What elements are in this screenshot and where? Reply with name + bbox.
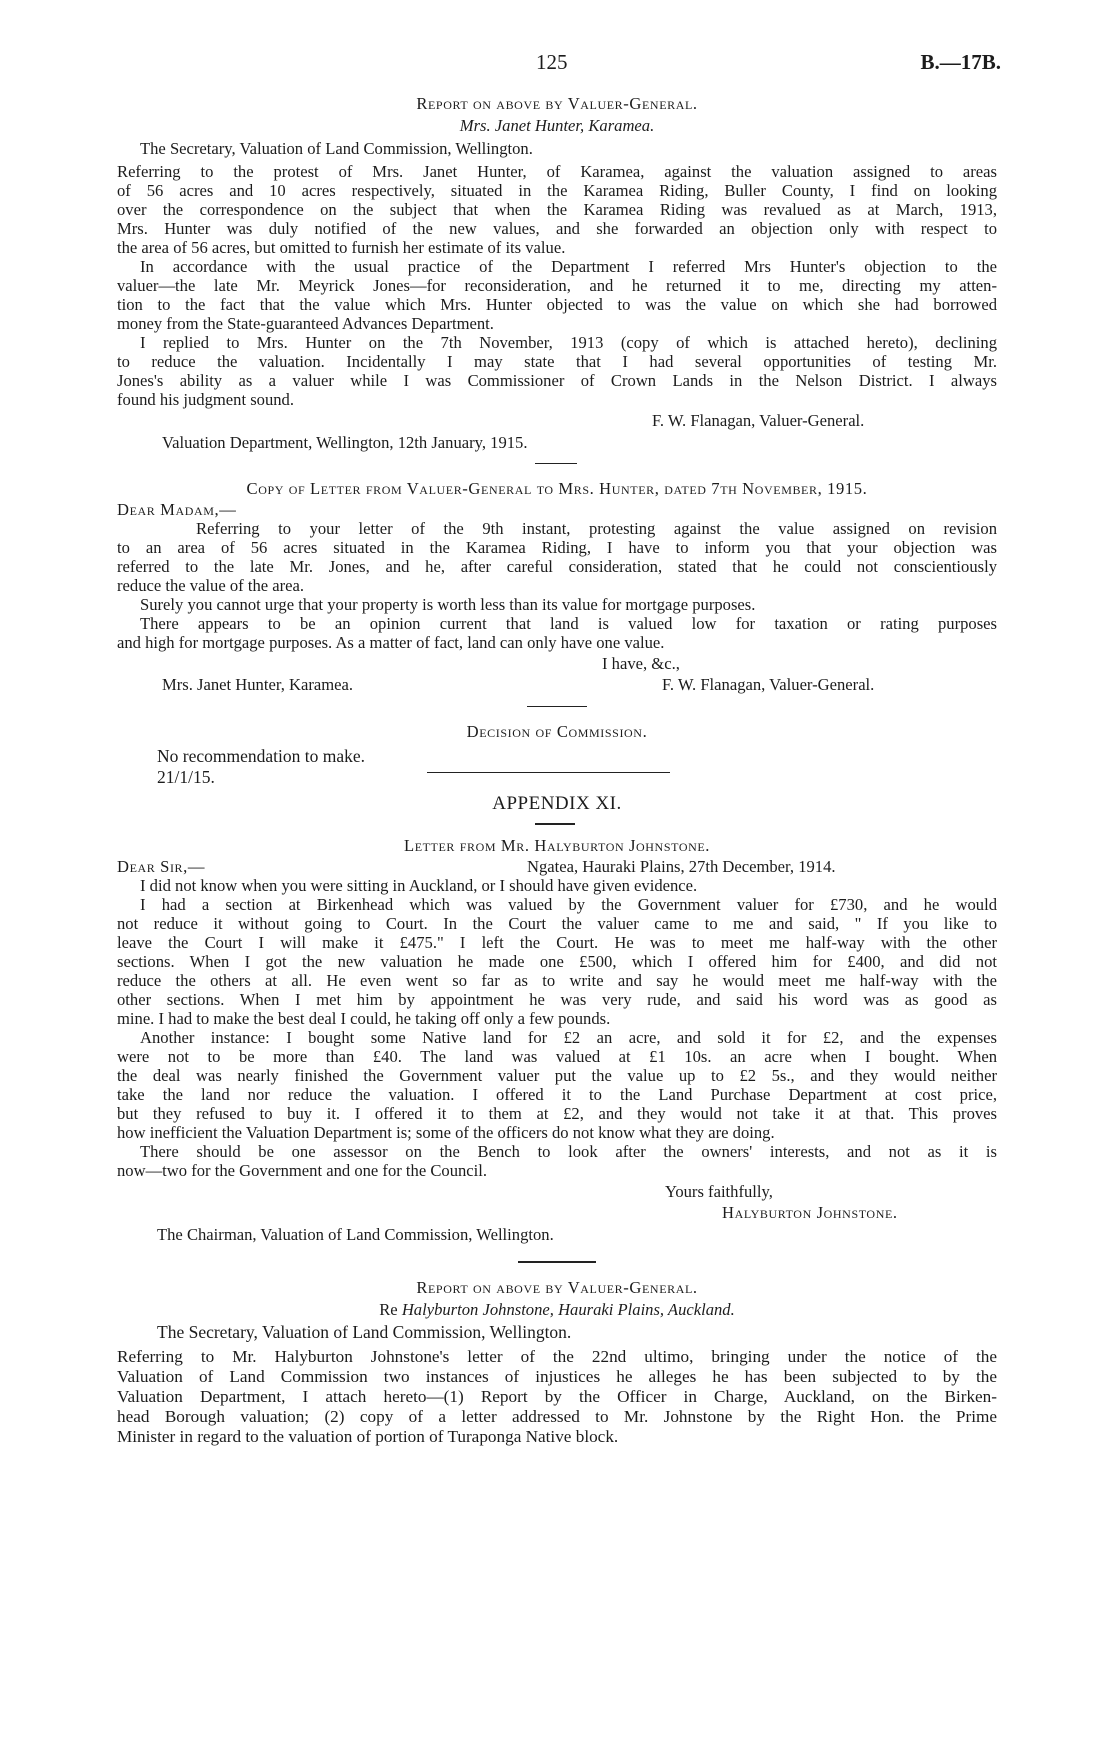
paragraph-line: I replied to Mrs. Hunter on the 7th November, 1913 (copy of which is attached hereto), declining <box>140 333 997 352</box>
divider <box>518 1261 596 1263</box>
paragraph-line: reduce the value of the area. <box>117 576 305 595</box>
paragraph-line: Referring to Mr. Halyburton Johnstone's letter of the 22nd ultimo, bringing under the notice of the <box>117 1347 997 1366</box>
paragraph-line: now—two for the Government and one for the Council. <box>117 1161 488 1180</box>
addressee: The Secretary, Valuation of Land Commission, Wellington. <box>140 139 533 158</box>
closing: Yours faithfully, <box>665 1182 773 1201</box>
paragraph-line: found his judgment sound. <box>117 390 294 409</box>
paragraph-line: referred to the late Mr. Jones, and he, after careful consideration, stated that he could not conscientiously <box>117 557 997 576</box>
paragraph-line: of 56 acres and 10 acres respectively, situated in the Karamea Riding, Buller County, I find on looking <box>117 181 997 200</box>
place-date: Ngatea, Hauraki Plains, 27th December, 1914. <box>527 857 836 876</box>
paragraph-line: to reduce the valuation. Incidentally I may state that I had several opportunities of testing Mr. <box>117 352 997 371</box>
document-reference: B.—17B. <box>920 50 1001 74</box>
subheading-title: Halyburton Johnstone, Hauraki Plains, Auckland. <box>401 1300 735 1319</box>
closing: I have, &c., <box>602 654 680 673</box>
paragraph-line: the deal was nearly finished the Government valuer put the value up to £2 5s., and they would neither <box>117 1066 997 1085</box>
paragraph-line: leave the Court I will make it £475." I left the Court. He was to meet me half-way with the other <box>117 933 997 952</box>
paragraph-line: In accordance with the usual practice of the Department I referred Mrs Hunter's objection to the <box>140 257 997 276</box>
paragraph-line: I had a section at Birkenhead which was valued by the Government valuer for £730, and he would <box>140 895 997 914</box>
appendix-title: APPENDIX XI. <box>492 793 622 814</box>
dateline: Valuation Department, Wellington, 12th January, 1915. <box>162 433 528 452</box>
paragraph-line: head Borough valuation; (2) copy of a letter addressed to Mr. Johnstone by the Right Hon. the Prime <box>117 1407 997 1426</box>
paragraph-line: and high for mortgage purposes. As a matter of fact, land can only have one value. <box>117 633 665 652</box>
salutation: Dear Sir,— <box>117 857 206 876</box>
section-heading: Letter from Mr. Halyburton Johnstone. <box>403 836 711 855</box>
paragraph-line: money from the State-guaranteed Advances Department. <box>117 314 494 333</box>
paragraph-line: sections. When I got the new valuation he made one £500, which I offered him for £400, and did not <box>117 952 997 971</box>
divider <box>535 463 577 464</box>
paragraph-line: Valuation of Land Commission two instances of injustices he alleges he has been subjected to by the <box>117 1367 997 1386</box>
paragraph-line: over the correspondence on the subject that when the Karamea Riding was revalued as at March, 1913, <box>117 200 997 219</box>
signature: F. W. Flanagan, Valuer-General. <box>662 675 875 694</box>
paragraph-line: Valuation Department, I attach hereto—(1) Report by the Officer in Charge, Auckland, on the Birken- <box>117 1387 997 1406</box>
paragraph-line: but they refused to buy it. I offered it to them at £2, and they would not take it at that. This proves <box>117 1104 997 1123</box>
paragraph-line: to an area of 56 acres situated in the Karamea Riding, I have to inform you that your objection was <box>117 538 997 557</box>
paragraph-line: Jones's ability as a valuer while I was Commissioner of Crown Lands in the Nelson District. I always <box>117 371 997 390</box>
paragraph-line: mine. I had to make the best deal I could, he taking off only a few pounds. <box>117 1009 611 1028</box>
paragraph-line: Minister in regard to the valuation of portion of Turaponga Native block. <box>117 1427 619 1446</box>
paragraph-line: how inefficient the Valuation Department is; some of the officers do not know what they are doing. <box>117 1123 775 1142</box>
section-heading: Report on above by Valuer-General. <box>416 1278 698 1297</box>
paragraph-line: take the land nor reduce the valuation. I offered it to the Land Purchase Department at cost price, <box>117 1085 997 1104</box>
signature: Halyburton Johnstone. <box>722 1203 898 1222</box>
paragraph-line: I did not know when you were sitting in Auckland, or I should have given evidence. <box>140 876 698 895</box>
paragraph-line: tion to the fact that the value which Mrs. Hunter objected to was the value on which she had borrowed <box>117 295 997 314</box>
paragraph-line: valuer—the late Mr. Meyrick Jones—for reconsideration, and he returned it to me, directing my atten- <box>117 276 997 295</box>
page-number: 125 <box>536 50 568 74</box>
section-heading: Decision of Commission. <box>466 722 648 741</box>
addressee: The Secretary, Valuation of Land Commission, Wellington. <box>157 1322 572 1342</box>
divider <box>535 823 575 825</box>
paragraph-line: There appears to be an opinion current that land is valued low for taxation or rating purposes <box>140 614 997 633</box>
addressee: The Chairman, Valuation of Land Commission, Wellington. <box>157 1225 554 1244</box>
paragraph-line: the area of 56 acres, but omitted to furnish her estimate of its value. <box>117 238 566 257</box>
paragraph-line: were not to be more than £40. The land was valued at £1 10s. an acre when I bought. When <box>117 1047 997 1066</box>
paragraph-line: reduce the others at all. He even went so far as to write and say he would meet me half-way with the <box>117 971 997 990</box>
signature: F. W. Flanagan, Valuer-General. <box>652 411 865 430</box>
paragraph-line: not reduce it without going to Court. In the Court the valuer came to me and said, " If you like to <box>117 914 997 933</box>
addressee: Mrs. Janet Hunter, Karamea. <box>162 675 354 694</box>
paragraph-line: other sections. When I met him by appointment he was very rude, and said his word was as good as <box>117 990 997 1009</box>
subheading-prefix: Re <box>379 1300 398 1319</box>
section-heading: Report on above by Valuer-General. <box>416 94 698 113</box>
divider <box>427 772 670 773</box>
section-subheading: Mrs. Janet Hunter, Karamea. <box>459 116 655 135</box>
decision-text: No recommendation to make. <box>157 746 365 766</box>
decision-date: 21/1/15. <box>157 767 215 787</box>
paragraph-line: Referring to your letter of the 9th instant, protesting against the value assigned on revision <box>196 519 997 538</box>
paragraph-line: Surely you cannot urge that your property is worth less than its value for mortgage purposes. <box>140 595 756 614</box>
paragraph-line: Another instance: I bought some Native land for £2 an acre, and sold it for £2, and the expenses <box>140 1028 997 1047</box>
paragraph-line: There should be one assessor on the Bench to look after the owners' interests, and not as it is <box>140 1142 997 1161</box>
salutation: Dear Madam,— <box>117 500 237 519</box>
section-heading: Copy of Letter from Valuer-General to Mrs. Hunter, dated 7th November, 1915. <box>246 479 868 498</box>
paragraph-line: Referring to the protest of Mrs. Janet Hunter, of Karamea, against the valuation assigned to areas <box>117 162 997 181</box>
paragraph-line: Mrs. Hunter was duly notified of the new values, and she forwarded an objection only with respect to <box>117 219 997 238</box>
section-subheading <box>117 1300 997 1319</box>
divider <box>527 706 587 707</box>
